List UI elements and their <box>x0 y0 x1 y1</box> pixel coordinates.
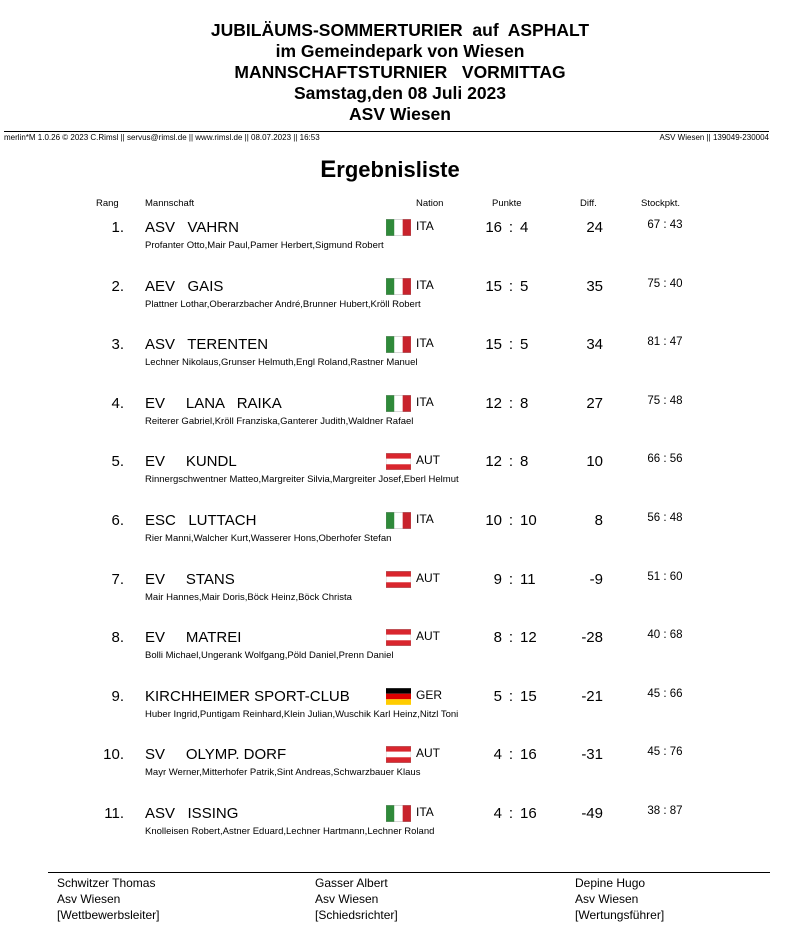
team-players: Huber Ingrid,Puntigam Reinhard,Klein Julian,Wuschik Karl Heinz,Nitzl Toni <box>145 709 459 720</box>
italy-flag-icon <box>386 219 411 236</box>
team-name: ESC LUTTACH <box>145 512 257 529</box>
points-won: 12 <box>485 395 502 412</box>
signature-block <box>575 875 664 923</box>
col-header-mannschaft: Mannschaft <box>145 198 195 209</box>
austria-flag-icon <box>386 746 411 763</box>
result-row <box>0 453 800 505</box>
col-header-diff: Diff. <box>580 198 597 209</box>
team-players: Mayr Werner,Mitterhofer Patrik,Sint Andreas,Schwarzbauer Klaus <box>145 767 421 778</box>
signature-name: Depine Hugo <box>575 876 646 890</box>
signature-club: Asv Wiesen <box>315 892 379 906</box>
team-players: Rier Manni,Walcher Kurt,Wasserer Hons,Oberhofer Stefan <box>145 533 392 544</box>
points-won: 10 <box>485 512 502 529</box>
points-lost: 8 <box>520 453 529 470</box>
title-line-2: im Gemeindepark von Wiesen <box>275 41 525 61</box>
rank: 1. <box>111 219 124 236</box>
signature-block <box>57 875 160 923</box>
points-lost: 4 <box>520 219 529 236</box>
team-name: ASV VAHRN <box>145 219 239 236</box>
rank: 2. <box>111 278 124 295</box>
points-lost: 10 <box>520 512 537 529</box>
points-won: 15 <box>485 336 502 353</box>
points-separator: : <box>508 571 514 588</box>
stock-points: 40 : 68 <box>647 629 683 641</box>
result-row <box>0 805 800 857</box>
col-header-rang: Rang <box>96 198 119 209</box>
stock-points: 75 : 48 <box>647 395 683 407</box>
points-won: 8 <box>493 629 502 646</box>
signature-block <box>315 875 398 923</box>
austria-flag-icon <box>386 571 411 588</box>
rank: 8. <box>111 629 124 646</box>
signature-name: Gasser Albert <box>315 876 388 890</box>
rank: 5. <box>111 453 124 470</box>
header-divider <box>4 131 769 132</box>
stock-points: 45 : 76 <box>647 746 683 758</box>
signature-name: Schwitzer Thomas <box>57 876 156 890</box>
team-name: ASV ISSING <box>145 805 239 822</box>
results-title-rest: rgebnisliste <box>336 157 460 182</box>
result-row <box>0 219 800 271</box>
difference: -31 <box>581 746 603 763</box>
col-header-stockpkt: Stockpkt. <box>641 198 681 209</box>
team-name: EV KUNDL <box>145 453 237 470</box>
team-name: EV MATREI <box>145 629 242 646</box>
signature-club: Asv Wiesen <box>57 892 121 906</box>
result-row <box>0 746 800 798</box>
signature-role: [Wertungsführer] <box>575 908 665 922</box>
rank: 11. <box>104 805 124 822</box>
document-header <box>0 20 800 125</box>
result-row <box>0 278 800 330</box>
points-separator: : <box>508 395 514 412</box>
result-row <box>0 629 800 681</box>
team-name: ASV TERENTEN <box>145 336 269 353</box>
signature-role: [Schiedsrichter] <box>315 908 398 922</box>
difference: 27 <box>586 395 603 412</box>
nation-code: ITA <box>416 336 434 350</box>
points-separator: : <box>508 746 514 763</box>
team-name: SV OLYMP. DORF <box>145 746 287 763</box>
points-won: 4 <box>493 746 502 763</box>
germany-flag-icon <box>386 688 411 705</box>
team-name: EV STANS <box>145 571 235 588</box>
rank: 6. <box>111 512 124 529</box>
title-line-5: ASV Wiesen <box>349 104 451 124</box>
points-lost: 8 <box>520 395 529 412</box>
title-line-3: MANNSCHAFTSTURNIER VORMITTAG <box>234 62 566 82</box>
stock-points: 81 : 47 <box>647 336 683 348</box>
points-separator: : <box>508 805 514 822</box>
points-separator: : <box>508 688 514 705</box>
italy-flag-icon <box>386 278 411 295</box>
team-name: EV LANA RAIKA <box>145 395 282 412</box>
result-row <box>0 336 800 388</box>
points-separator: : <box>508 336 514 353</box>
stock-points: 75 : 40 <box>647 278 683 290</box>
nation-code: AUT <box>416 453 440 467</box>
results-title-initial: E <box>320 156 337 183</box>
result-row <box>0 571 800 623</box>
rank: 10. <box>103 746 124 763</box>
nation-code: ITA <box>416 395 434 409</box>
points-separator: : <box>508 278 514 295</box>
nation-code: ITA <box>416 805 434 819</box>
signature-club: Asv Wiesen <box>575 892 639 906</box>
points-won: 5 <box>493 688 502 705</box>
italy-flag-icon <box>386 512 411 529</box>
team-players: Bolli Michael,Ungerank Wolfgang,Pöld Daniel,Prenn Daniel <box>145 650 394 661</box>
difference: 35 <box>586 278 603 295</box>
stock-points: 45 : 66 <box>647 688 683 700</box>
col-header-punkte: Punkte <box>492 198 522 209</box>
rank: 4. <box>111 395 124 412</box>
title-line-1: JUBILÄUMS-SOMMERTURIER auf ASPHALT <box>210 20 590 40</box>
italy-flag-icon <box>386 395 411 412</box>
points-won: 16 <box>485 219 502 236</box>
difference: 24 <box>586 219 603 236</box>
team-players: Mair Hannes,Mair Doris,Böck Heinz,Böck Christa <box>145 592 352 603</box>
stock-points: 51 : 60 <box>647 571 683 583</box>
nation-code: ITA <box>416 512 434 526</box>
stock-points: 67 : 43 <box>647 219 683 231</box>
points-separator: : <box>508 453 514 470</box>
team-name: KIRCHHEIMER SPORT-CLUB <box>145 688 350 705</box>
stock-points: 38 : 87 <box>647 805 683 817</box>
stock-points: 66 : 56 <box>647 453 683 465</box>
col-header-nation: Nation <box>416 198 444 209</box>
points-separator: : <box>508 512 514 529</box>
footer-divider <box>48 872 770 873</box>
points-lost: 11 <box>520 571 536 588</box>
difference: -9 <box>589 571 603 588</box>
points-lost: 5 <box>520 336 529 353</box>
points-won: 9 <box>493 571 502 588</box>
nation-code: GER <box>416 688 443 702</box>
nation-code: AUT <box>416 629 440 643</box>
stock-points: 56 : 48 <box>647 512 683 524</box>
points-lost: 16 <box>520 746 537 763</box>
nation-code: ITA <box>416 219 434 233</box>
nation-code: AUT <box>416 571 440 585</box>
difference: 10 <box>586 453 603 470</box>
team-players: Lechner Nikolaus,Grunser Helmuth,Engl Roland,Rastner Manuel <box>145 357 418 368</box>
team-players: Reiterer Gabriel,Kröll Franziska,Ganterer Judith,Waldner Rafael <box>145 416 414 427</box>
result-row <box>0 688 800 740</box>
points-won: 12 <box>485 453 502 470</box>
difference: -49 <box>581 805 603 822</box>
signature-role: [Wettbewerbsleiter] <box>57 908 160 922</box>
title-line-4: Samstag,den 08 Juli 2023 <box>293 83 507 103</box>
points-separator: : <box>508 219 514 236</box>
difference: -28 <box>581 629 603 646</box>
points-won: 4 <box>493 805 502 822</box>
austria-flag-icon <box>386 453 411 470</box>
team-players: Profanter Otto,Mair Paul,Pamer Herbert,Sigmund Robert <box>145 240 384 251</box>
rank: 3. <box>111 336 124 353</box>
difference: 8 <box>594 512 603 529</box>
difference: 34 <box>586 336 603 353</box>
team-players: Rinnergschwentner Matteo,Margreiter Silvia,Margreiter Josef,Eberl Helmut <box>145 474 459 485</box>
nation-code: AUT <box>416 746 440 760</box>
austria-flag-icon <box>386 629 411 646</box>
points-lost: 12 <box>520 629 537 646</box>
points-separator: : <box>508 629 514 646</box>
nation-code: ITA <box>416 278 434 292</box>
points-lost: 15 <box>520 688 537 705</box>
italy-flag-icon <box>386 805 411 822</box>
points-lost: 16 <box>520 805 537 822</box>
difference: -21 <box>581 688 603 705</box>
points-won: 15 <box>485 278 502 295</box>
software-meta: merlin*M 1.0.26 © 2023 C.Rimsl || servus@rimsl.de || www.rimsl.de || 08.07.2023 || 16:53 <box>4 133 320 142</box>
results-title <box>0 156 780 184</box>
team-players: Knolleisen Robert,Astner Eduard,Lechner Hartmann,Lechner Roland <box>145 826 435 837</box>
points-lost: 5 <box>520 278 529 295</box>
team-name: AEV GAIS <box>145 278 224 295</box>
rank: 7. <box>111 571 124 588</box>
club-meta: ASV Wiesen || 139049-230004 <box>659 133 769 142</box>
result-row <box>0 512 800 564</box>
rank: 9. <box>111 688 124 705</box>
result-row <box>0 395 800 447</box>
team-players: Plattner Lothar,Oberarzbacher André,Brunner Hubert,Kröll Robert <box>145 299 421 310</box>
italy-flag-icon <box>386 336 411 353</box>
